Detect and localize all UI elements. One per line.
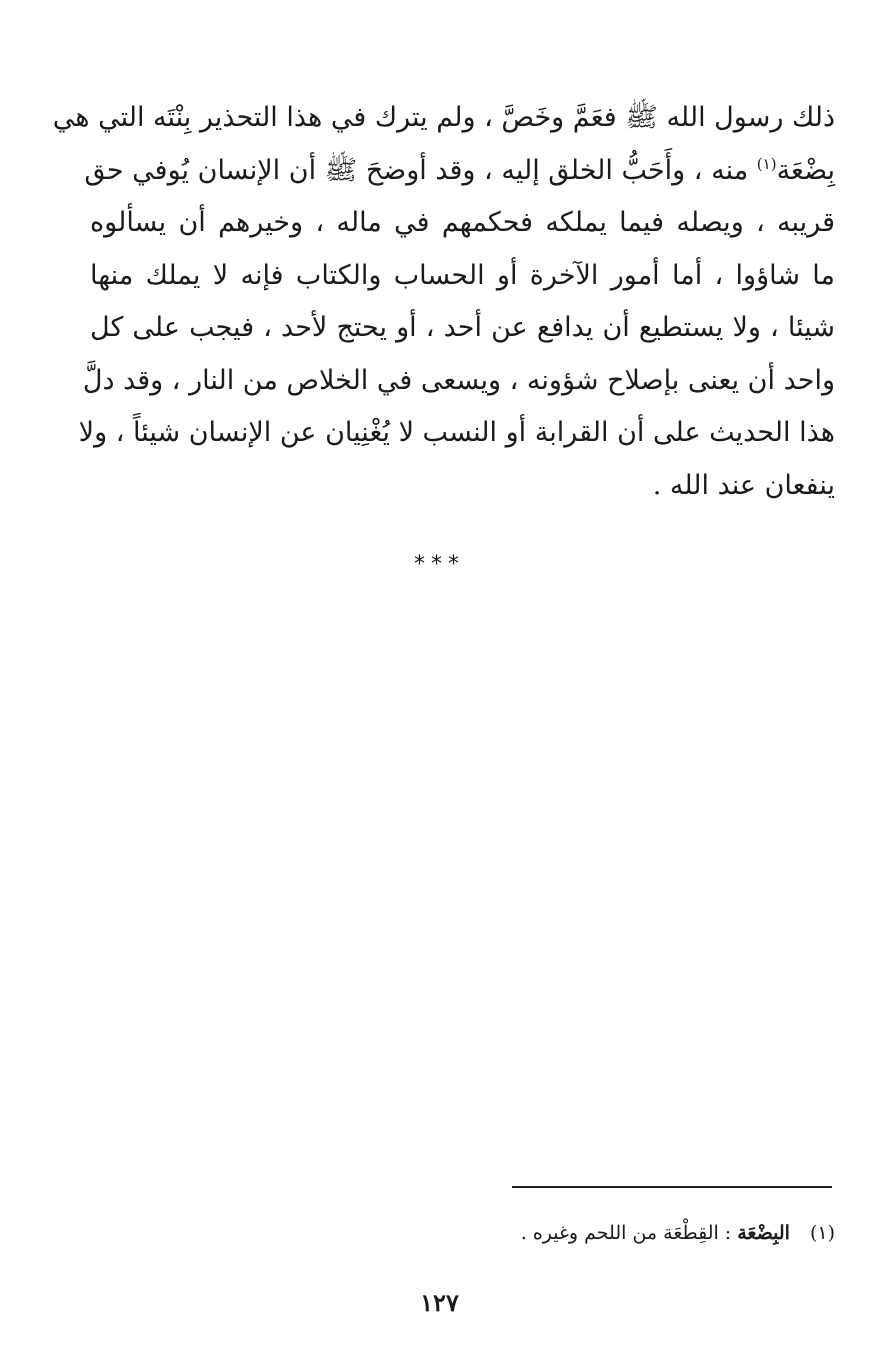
text-line-3: قريبه ، ويصله فيما يملكه فحكمهم في ماله ، وخيرهم أن يسألوه: [90, 207, 835, 238]
footnote-divider: [512, 1186, 832, 1188]
text-line-2-rest: منه ، وأَحَبُّ الخلق إليه ، وقد أوضحَ ﷺ أن الإنسان يُوفي حق: [84, 154, 749, 186]
footnote-number: (١): [809, 1222, 835, 1244]
text-line-2: [84, 145, 835, 198]
section-separator: ***: [414, 552, 465, 577]
footnote-definition: : القِطْعَة من اللحم وغيره .: [520, 1222, 732, 1244]
main-paragraph: [52, 92, 835, 512]
footnote-word: بِضْعَة: [776, 154, 835, 186]
text-line-4: ما شاؤوا ، أما أمور الآخرة أو الحساب والكتاب فإنه لا يملك منها: [90, 259, 835, 291]
page-number: ١٢٧: [420, 1288, 459, 1317]
text-line-1: ذلك رسول الله ﷺ فعَمَّ وخَصَّ ، ولم يترك في هذا التحذير بِنْتَه التي هي: [52, 102, 835, 133]
text-line-7: هذا الحديث على أن القرابة أو النسب لا يُغْنِيان عن الإنسان شيئاً ، ولا: [78, 417, 835, 448]
text-line-8: ينفعان عند الله .: [652, 469, 835, 501]
footnote: [521, 1218, 835, 1248]
text-line-5: شيئا ، ولا يستطيع أن يدافع عن أحد ، أو يحتج لأحد ، فيجب على كل: [90, 312, 835, 343]
footnote-reference[interactable]: (١): [756, 154, 777, 173]
footnote-term: البِضْعَة: [737, 1222, 790, 1244]
text-line-6: واحد أن يعنى بإصلاح شؤونه ، ويسعى في الخلاص من النار ، وقد دلَّ: [82, 364, 835, 396]
